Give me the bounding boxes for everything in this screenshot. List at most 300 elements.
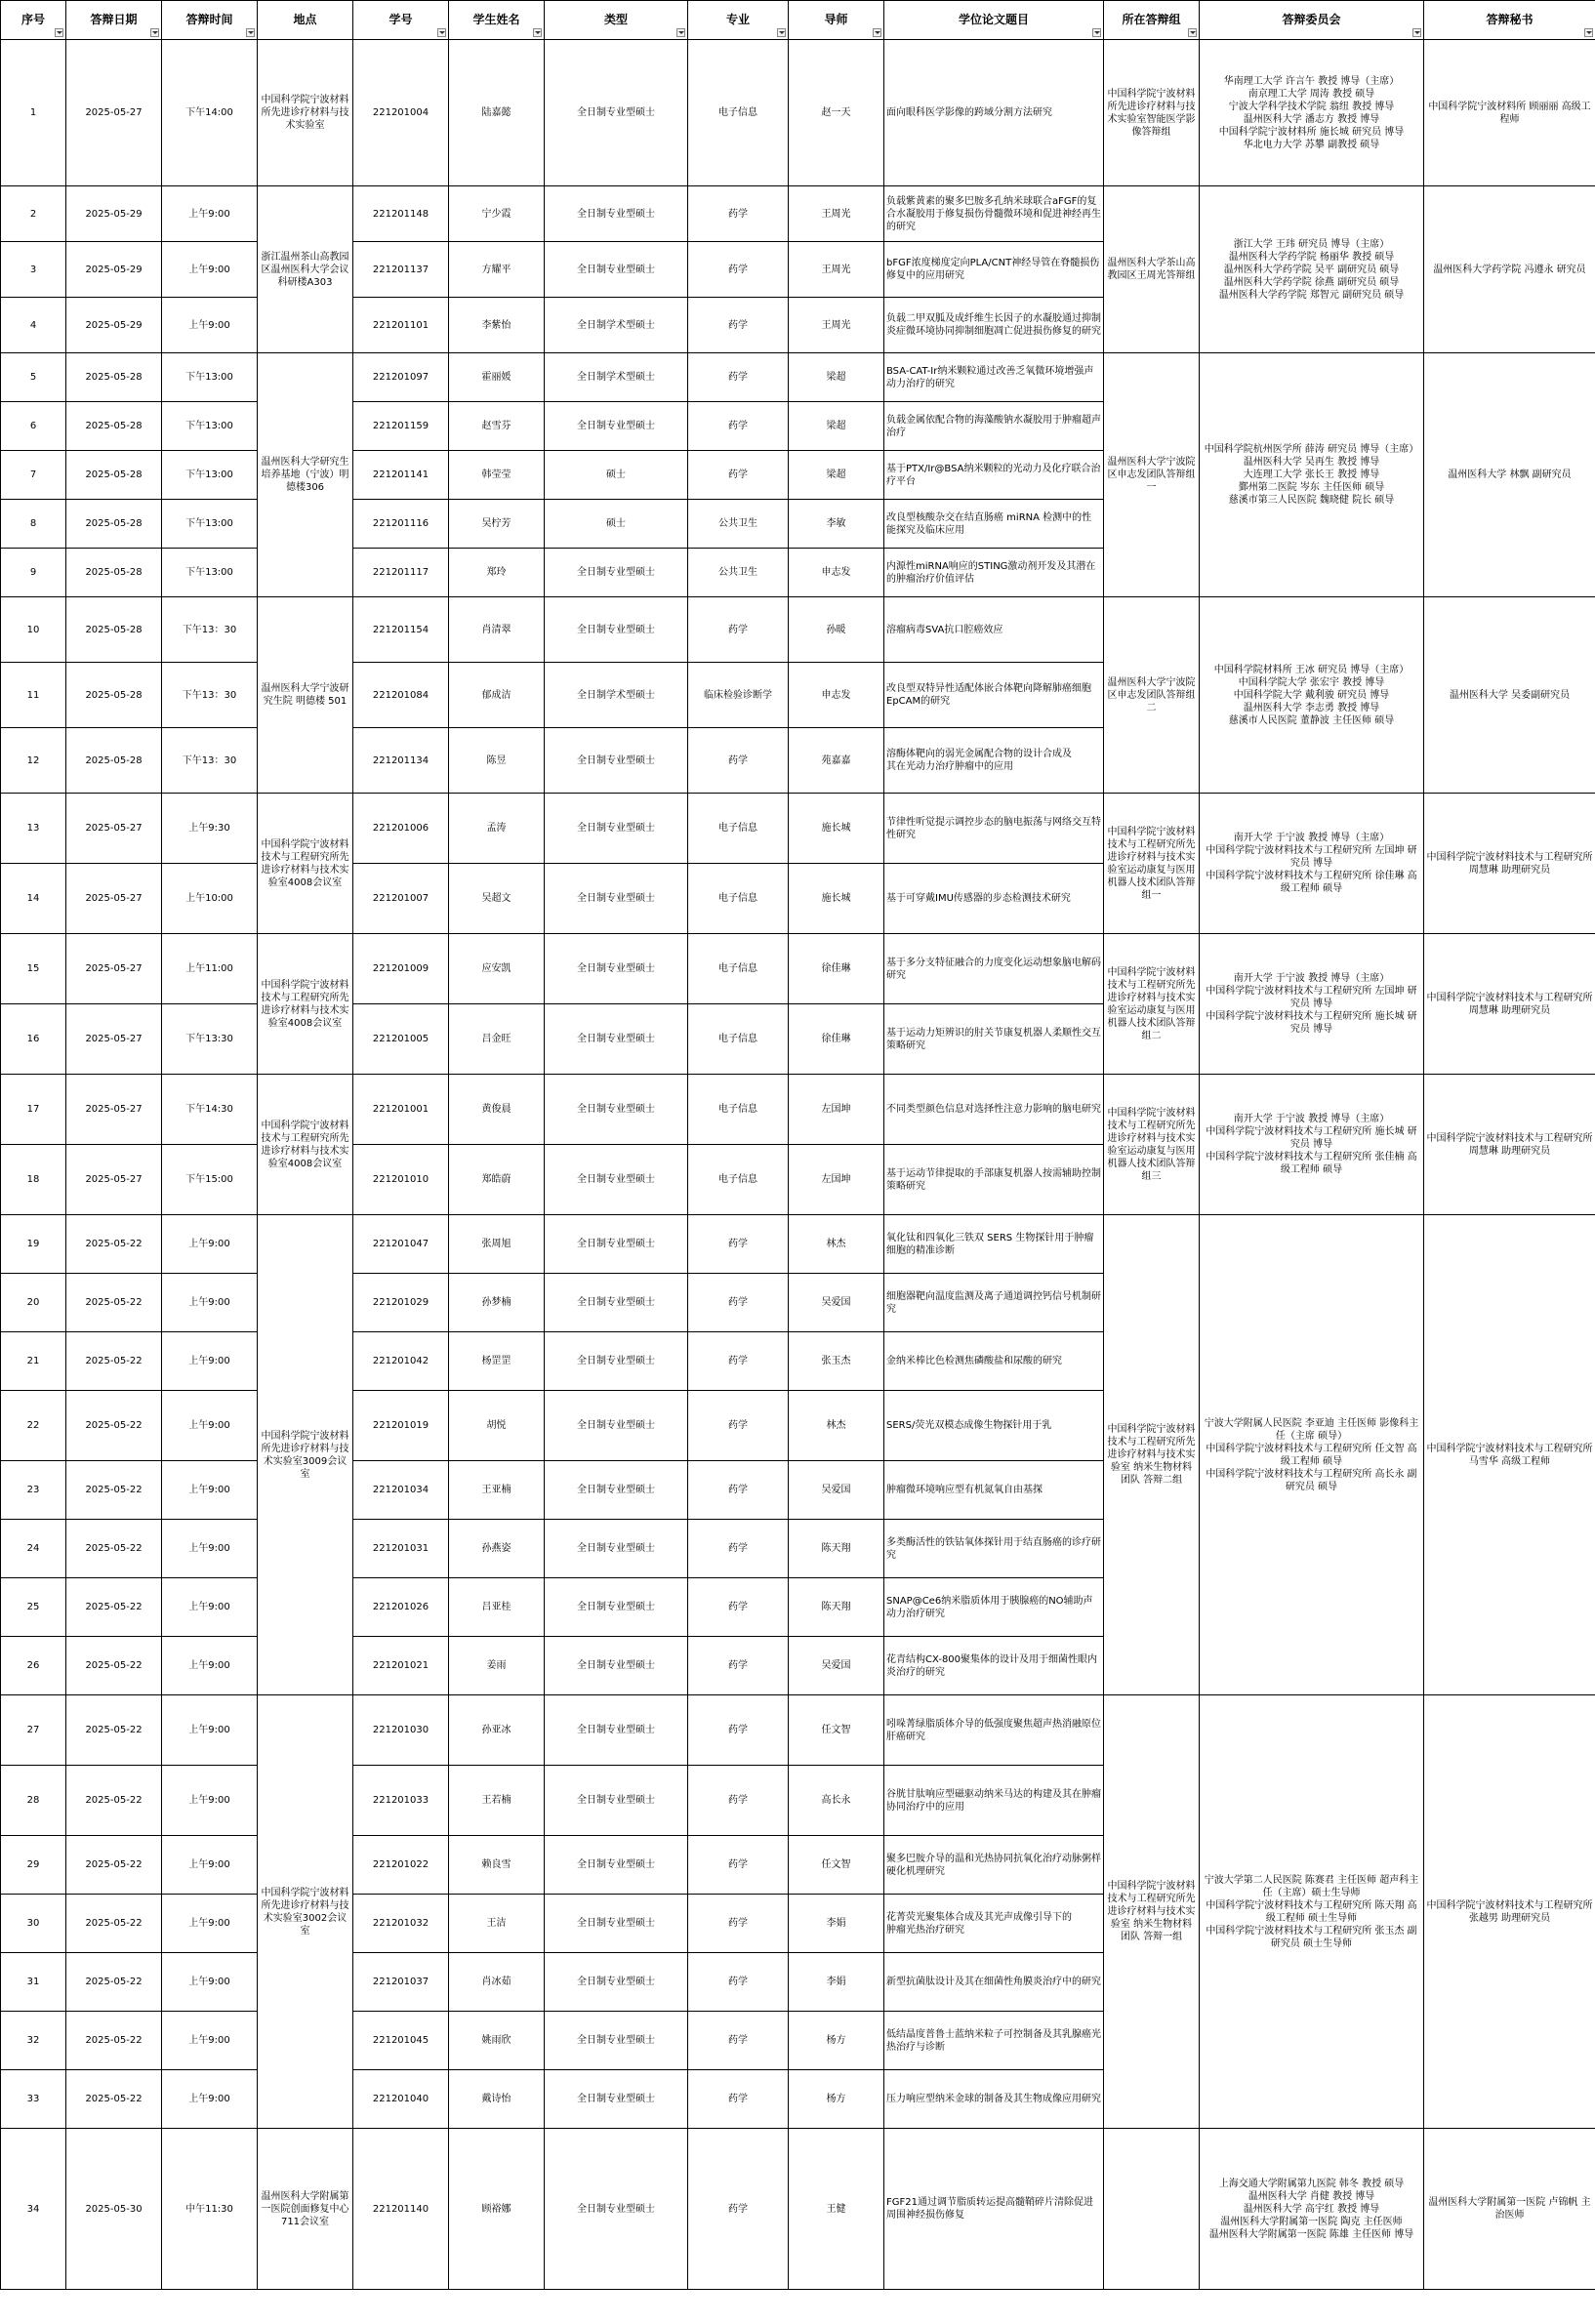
cell-major[interactable]: 电子信息	[688, 1145, 789, 1215]
cell-secretary[interactable]: 中国科学院宁波材料所 顾丽丽 高级工程师	[1424, 40, 1595, 186]
cell-advisor[interactable]: 杨方	[789, 2012, 884, 2070]
filter-dropdown-icon[interactable]	[1188, 28, 1197, 37]
cell-type[interactable]: 全日制专业型硕士	[545, 1004, 688, 1075]
cell-type[interactable]: 全日制学术型硕士	[545, 353, 688, 402]
cell-date[interactable]: 2025-05-27	[66, 1145, 162, 1215]
cell-no[interactable]: 21	[1, 1332, 66, 1391]
cell-committee[interactable]: 上海交通大学附属第九医院 韩冬 教授 硕导 温州医科大学 肖健 教授 博导 温州医科大学 高宇红 教授 博导 温州医科大学附属第一医院 陶克 主任医师 温州医科大学附属第一医院 陈雄 主任医师 博导	[1200, 2129, 1424, 2290]
cell-student-id[interactable]: 221201032	[353, 1895, 449, 1953]
cell-no[interactable]: 14	[1, 864, 66, 934]
cell-student-name[interactable]: 吕亚桂	[449, 1578, 545, 1637]
cell-major[interactable]: 药学	[688, 1895, 789, 1953]
cell-student-id[interactable]: 221201006	[353, 794, 449, 864]
header-time[interactable]: 答辩时间	[162, 1, 258, 40]
cell-type[interactable]: 全日制专业型硕士	[545, 40, 688, 186]
cell-student-name[interactable]: 顾裕娜	[449, 2129, 545, 2290]
cell-student-id[interactable]: 221201101	[353, 298, 449, 353]
cell-location[interactable]: 中国科学院宁波材料技术与工程研究所先进诊疗材料与技术实验室4008会议室	[258, 934, 353, 1075]
cell-type[interactable]: 全日制专业型硕士	[545, 1391, 688, 1461]
cell-thesis-title[interactable]: FGF21通过调节脂质转运提高髓鞘碎片清除促进周围神经损伤修复	[884, 2129, 1104, 2290]
cell-date[interactable]: 2025-05-22	[66, 2070, 162, 2129]
cell-date[interactable]: 2025-05-30	[66, 2129, 162, 2290]
cell-location[interactable]: 中国科学院宁波材料所先进诊疗材料与技术实验室	[258, 40, 353, 186]
cell-no[interactable]: 16	[1, 1004, 66, 1075]
cell-time[interactable]: 上午9:00	[162, 186, 258, 242]
cell-location[interactable]: 温州医科大学附属第一医院创面修复中心711会议室	[258, 2129, 353, 2290]
cell-time[interactable]: 上午9:30	[162, 794, 258, 864]
cell-time[interactable]: 上午9:00	[162, 242, 258, 298]
filter-dropdown-icon[interactable]	[533, 28, 542, 37]
cell-thesis-title[interactable]: 谷胱甘肽响应型磁驱动纳米马达的构建及其在肿瘤协同治疗中的应用	[884, 1766, 1104, 1836]
cell-no[interactable]: 29	[1, 1836, 66, 1895]
table-row[interactable]	[1, 186, 1595, 242]
cell-date[interactable]: 2025-05-22	[66, 1391, 162, 1461]
cell-time[interactable]: 下午13:30	[162, 1004, 258, 1075]
cell-major[interactable]: 药学	[688, 1695, 789, 1766]
cell-student-id[interactable]: 221201031	[353, 1520, 449, 1578]
cell-student-name[interactable]: 孙亚冰	[449, 1695, 545, 1766]
cell-no[interactable]: 28	[1, 1766, 66, 1836]
cell-no[interactable]: 19	[1, 1215, 66, 1274]
cell-no[interactable]: 12	[1, 728, 66, 794]
cell-defense-group[interactable]: 中国科学院宁波材料技术与工程研究所先进诊疗材料与技术实验室运动康复与医用机器人技术团队答辩组一	[1104, 794, 1200, 934]
cell-time[interactable]: 上午9:00	[162, 1578, 258, 1637]
cell-defense-group[interactable]: 温州医科大学茶山高教园区王周光答辩组	[1104, 186, 1200, 353]
header-secretary[interactable]: 答辩秘书	[1424, 1, 1595, 40]
cell-thesis-title[interactable]: 基于运动力矩辨识的肘关节康复机器人柔顺性交互策略研究	[884, 1004, 1104, 1075]
cell-thesis-title[interactable]: 细胞器靶向温度监测及离子通道调控钙信号机制研究	[884, 1274, 1104, 1332]
cell-student-name[interactable]: 孟涛	[449, 794, 545, 864]
cell-no[interactable]: 2	[1, 186, 66, 242]
cell-advisor[interactable]: 左国坤	[789, 1145, 884, 1215]
cell-student-name[interactable]: 李紫怡	[449, 298, 545, 353]
cell-student-id[interactable]: 221201033	[353, 1766, 449, 1836]
cell-time[interactable]: 上午9:00	[162, 1520, 258, 1578]
cell-type[interactable]: 全日制专业型硕士	[545, 242, 688, 298]
cell-student-id[interactable]: 221201010	[353, 1145, 449, 1215]
cell-major[interactable]: 药学	[688, 1215, 789, 1274]
cell-student-id[interactable]: 221201097	[353, 353, 449, 402]
cell-student-name[interactable]: 戴诗怡	[449, 2070, 545, 2129]
cell-student-id[interactable]: 221201116	[353, 500, 449, 549]
cell-student-name[interactable]: 陆嘉懿	[449, 40, 545, 186]
cell-type[interactable]: 全日制专业型硕士	[545, 186, 688, 242]
cell-no[interactable]: 31	[1, 1953, 66, 2012]
cell-type[interactable]: 全日制学术型硕士	[545, 663, 688, 728]
cell-major[interactable]: 电子信息	[688, 794, 789, 864]
cell-student-name[interactable]: 方耀平	[449, 242, 545, 298]
cell-no[interactable]: 9	[1, 549, 66, 597]
header-type[interactable]: 类型	[545, 1, 688, 40]
cell-student-name[interactable]: 王洁	[449, 1895, 545, 1953]
cell-date[interactable]: 2025-05-27	[66, 40, 162, 186]
cell-advisor[interactable]: 赵一天	[789, 40, 884, 186]
cell-major[interactable]: 公共卫生	[688, 549, 789, 597]
cell-no[interactable]: 11	[1, 663, 66, 728]
cell-secretary[interactable]: 温州医科大学药学院 冯遵永 研究员	[1424, 186, 1595, 353]
cell-advisor[interactable]: 陈天翔	[789, 1578, 884, 1637]
cell-secretary[interactable]: 温州医科大学 林飘 副研究员	[1424, 353, 1595, 597]
cell-type[interactable]: 全日制专业型硕士	[545, 1895, 688, 1953]
cell-type[interactable]: 全日制专业型硕士	[545, 1461, 688, 1520]
cell-time[interactable]: 下午14:30	[162, 1075, 258, 1145]
cell-time[interactable]: 上午9:00	[162, 1695, 258, 1766]
cell-committee[interactable]: 浙江大学 王玮 研究员 博导（主席） 温州医科大学药学院 杨丽华 教授 硕导 温州医科大学药学院 吴平 副研究员 硕导 温州医科大学药学院 徐燕 副研究员 硕导 温州医科大学药学院 郑智元 副研究员 硕导	[1200, 186, 1424, 353]
cell-advisor[interactable]: 梁超	[789, 402, 884, 451]
cell-time[interactable]: 中午11:30	[162, 2129, 258, 2290]
cell-committee[interactable]: 中国科学院材料所 王冰 研究员 博导（主席） 中国科学院大学 张宏宇 教授 博导 中国科学院大学 戴利骏 研究员 博导 温州医科大学 李志勇 教授 博导 慈溪市人民医院 董静波 主任医师 硕导	[1200, 597, 1424, 794]
cell-major[interactable]: 电子信息	[688, 1004, 789, 1075]
cell-thesis-title[interactable]: 面向眼科医学影像的跨域分割方法研究	[884, 40, 1104, 186]
cell-time[interactable]: 上午9:00	[162, 1766, 258, 1836]
cell-no[interactable]: 13	[1, 794, 66, 864]
cell-student-id[interactable]: 221201047	[353, 1215, 449, 1274]
cell-type[interactable]: 全日制专业型硕士	[545, 728, 688, 794]
header-major[interactable]: 专业	[688, 1, 789, 40]
cell-thesis-title[interactable]: 花青结构CX-800聚集体的设计及用于细菌性眼内炎治疗的研究	[884, 1637, 1104, 1695]
cell-defense-group[interactable]: 温州医科大学宁波院区申志发团队答辩组二	[1104, 597, 1200, 794]
cell-major[interactable]: 电子信息	[688, 1075, 789, 1145]
cell-thesis-title[interactable]: 溶瘤病毒SVA抗口腔癌效应	[884, 597, 1104, 663]
cell-major[interactable]: 药学	[688, 2129, 789, 2290]
cell-student-id[interactable]: 221201034	[353, 1461, 449, 1520]
cell-type[interactable]: 全日制专业型硕士	[545, 1953, 688, 2012]
cell-advisor[interactable]: 吴爱国	[789, 1637, 884, 1695]
filter-dropdown-icon[interactable]	[1092, 28, 1101, 37]
cell-type[interactable]: 全日制专业型硕士	[545, 1637, 688, 1695]
cell-thesis-title[interactable]: 新型抗菌肽设计及其在细菌性角膜炎治疗中的研究	[884, 1953, 1104, 2012]
cell-date[interactable]: 2025-05-28	[66, 500, 162, 549]
cell-type[interactable]: 全日制专业型硕士	[545, 1145, 688, 1215]
cell-date[interactable]: 2025-05-28	[66, 728, 162, 794]
cell-defense-group[interactable]: 中国科学院宁波材料技术与工程研究所先进诊疗材料与技术实验室 纳米生物材料团队 答辩一组	[1104, 1695, 1200, 2129]
cell-advisor[interactable]: 苑嘉嘉	[789, 728, 884, 794]
cell-advisor[interactable]: 王健	[789, 2129, 884, 2290]
filter-dropdown-icon[interactable]	[150, 28, 159, 37]
cell-major[interactable]: 药学	[688, 1578, 789, 1637]
cell-thesis-title[interactable]: 改良型核酸杂交在结直肠癌 miRNA 检测中的性能探究及临床应用	[884, 500, 1104, 549]
cell-type[interactable]: 全日制专业型硕士	[545, 1520, 688, 1578]
cell-type[interactable]: 全日制专业型硕士	[545, 402, 688, 451]
cell-date[interactable]: 2025-05-27	[66, 864, 162, 934]
cell-time[interactable]: 下午15:00	[162, 1145, 258, 1215]
cell-advisor[interactable]: 杨方	[789, 2070, 884, 2129]
table-row[interactable]	[1, 40, 1595, 186]
cell-advisor[interactable]: 李敏	[789, 500, 884, 549]
header-thesis-title[interactable]: 学位论文题目	[884, 1, 1104, 40]
cell-student-name[interactable]: 孙燕姿	[449, 1520, 545, 1578]
cell-no[interactable]: 4	[1, 298, 66, 353]
cell-time[interactable]: 上午9:00	[162, 1391, 258, 1461]
cell-defense-group[interactable]: 中国科学院宁波材料所先进诊疗材料与技术实验室智能医学影像答辩组	[1104, 40, 1200, 186]
cell-thesis-title[interactable]: 改良型双特异性适配体嵌合体靶向降解肺癌细胞EpCAM的研究	[884, 663, 1104, 728]
cell-advisor[interactable]: 任文智	[789, 1695, 884, 1766]
cell-thesis-title[interactable]: 节律性听觉提示调控步态的脑电振荡与网络交互特性研究	[884, 794, 1104, 864]
table-row[interactable]	[1, 794, 1595, 864]
cell-student-name[interactable]: 王若楠	[449, 1766, 545, 1836]
cell-student-name[interactable]: 肖清翠	[449, 597, 545, 663]
cell-student-name[interactable]: 黄俊晨	[449, 1075, 545, 1145]
table-row[interactable]	[1, 934, 1595, 1004]
cell-major[interactable]: 药学	[688, 1836, 789, 1895]
cell-thesis-title[interactable]: 基于多分支特征融合的力度变化运动想象脑电解码研究	[884, 934, 1104, 1004]
cell-no[interactable]: 3	[1, 242, 66, 298]
cell-thesis-title[interactable]: 花菁荧光聚集体合成及其光声成像引导下的 肿瘤光热治疗研究	[884, 1895, 1104, 1953]
cell-no[interactable]: 30	[1, 1895, 66, 1953]
cell-student-id[interactable]: 221201007	[353, 864, 449, 934]
cell-time[interactable]: 下午13:00	[162, 549, 258, 597]
cell-committee[interactable]: 宁波大学第二人民医院 陈赛君 主任医师 超声科主任（主席）硕士生导师 中国科学院宁波材料技术与工程研究所 陈天翔 高级工程师 硕士生导师 中国科学院宁波材料技术与工程研究所 张玉杰 副研究员 硕士生导师	[1200, 1695, 1424, 2129]
cell-student-id[interactable]: 221201001	[353, 1075, 449, 1145]
cell-thesis-title[interactable]: 多类酶活性的铁钴氧体探针用于结直肠癌的诊疗研究	[884, 1520, 1104, 1578]
cell-advisor[interactable]: 王周光	[789, 298, 884, 353]
cell-location[interactable]: 中国科学院宁波材料技术与工程研究所先进诊疗材料与技术实验室4008会议室	[258, 1075, 353, 1215]
cell-type[interactable]: 全日制专业型硕士	[545, 1274, 688, 1332]
cell-no[interactable]: 24	[1, 1520, 66, 1578]
cell-time[interactable]: 下午14:00	[162, 40, 258, 186]
cell-student-name[interactable]: 杨罡罡	[449, 1332, 545, 1391]
header-student-id[interactable]: 学号	[353, 1, 449, 40]
cell-major[interactable]: 药学	[688, 353, 789, 402]
cell-type[interactable]: 全日制专业型硕士	[545, 1695, 688, 1766]
cell-date[interactable]: 2025-05-22	[66, 1461, 162, 1520]
cell-no[interactable]: 20	[1, 1274, 66, 1332]
cell-type[interactable]: 全日制专业型硕士	[545, 2129, 688, 2290]
cell-student-name[interactable]: 赖良雪	[449, 1836, 545, 1895]
cell-advisor[interactable]: 孙暖	[789, 597, 884, 663]
filter-dropdown-icon[interactable]	[676, 28, 685, 37]
cell-date[interactable]: 2025-05-22	[66, 1695, 162, 1766]
cell-thesis-title[interactable]: SNAP@Ce6纳米脂质体用于胰腺癌的NO辅助声动力治疗研究	[884, 1578, 1104, 1637]
cell-no[interactable]: 1	[1, 40, 66, 186]
cell-committee[interactable]: 宁波大学附属人民医院 李亚迪 主任医师 影像科主任（主席 硕导） 中国科学院宁波材料技术与工程研究所 任文智 高级工程师 硕导 中国科学院宁波材料技术与工程研究所 高长永 副研究员 硕导	[1200, 1215, 1424, 1695]
cell-no[interactable]: 32	[1, 2012, 66, 2070]
cell-no[interactable]: 27	[1, 1695, 66, 1766]
cell-student-id[interactable]: 221201117	[353, 549, 449, 597]
cell-thesis-title[interactable]: bFGF浓度梯度定向PLA/CNT神经导管在脊髓损伤修复中的应用研究	[884, 242, 1104, 298]
cell-type[interactable]: 全日制专业型硕士	[545, 549, 688, 597]
cell-advisor[interactable]: 王周光	[789, 242, 884, 298]
cell-advisor[interactable]: 吴爱国	[789, 1461, 884, 1520]
cell-no[interactable]: 33	[1, 2070, 66, 2129]
cell-type[interactable]: 全日制专业型硕士	[545, 1075, 688, 1145]
cell-location[interactable]: 温州医科大学研究生培养基地（宁波）明德楼306	[258, 353, 353, 597]
header-student-name[interactable]: 学生姓名	[449, 1, 545, 40]
cell-student-id[interactable]: 221201134	[353, 728, 449, 794]
cell-time[interactable]: 上午9:00	[162, 1215, 258, 1274]
cell-student-id[interactable]: 221201042	[353, 1332, 449, 1391]
cell-thesis-title[interactable]: 不同类型颜色信息对选择性注意力影响的脑电研究	[884, 1075, 1104, 1145]
cell-time[interactable]: 上午9:00	[162, 2012, 258, 2070]
cell-advisor[interactable]: 任文智	[789, 1836, 884, 1895]
cell-major[interactable]: 药学	[688, 1766, 789, 1836]
cell-student-name[interactable]: 郁成洁	[449, 663, 545, 728]
cell-advisor[interactable]: 徐佳琳	[789, 1004, 884, 1075]
cell-date[interactable]: 2025-05-22	[66, 1274, 162, 1332]
filter-dropdown-icon[interactable]	[1412, 28, 1421, 37]
cell-type[interactable]: 全日制专业型硕士	[545, 934, 688, 1004]
cell-no[interactable]: 23	[1, 1461, 66, 1520]
cell-defense-group[interactable]: 中国科学院宁波材料技术与工程研究所先进诊疗材料与技术实验室 纳米生物材料团队 答辩二组	[1104, 1215, 1200, 1695]
table-row[interactable]	[1, 1075, 1595, 1145]
cell-thesis-title[interactable]: 肿瘤微环境响应型有机氮氧自由基探	[884, 1461, 1104, 1520]
cell-time[interactable]: 上午9:00	[162, 1637, 258, 1695]
cell-student-id[interactable]: 221201005	[353, 1004, 449, 1075]
cell-secretary[interactable]: 中国科学院宁波材料技术与工程研究所 马雪华 高级工程师	[1424, 1215, 1595, 1695]
header-date[interactable]: 答辩日期	[66, 1, 162, 40]
cell-student-name[interactable]: 宁少霞	[449, 186, 545, 242]
cell-time[interactable]: 下午13：30	[162, 728, 258, 794]
cell-defense-group[interactable]: 中国科学院宁波材料技术与工程研究所先进诊疗材料与技术实验室运动康复与医用机器人技术团队答辩组三	[1104, 1075, 1200, 1215]
header-defense-group[interactable]: 所在答辩组	[1104, 1, 1200, 40]
cell-thesis-title[interactable]: 负载紫黄素的聚多巴胺多孔纳米球联合aFGF的复合水凝胶用于修复损伤骨髓微环境和促进神经再生的研究	[884, 186, 1104, 242]
cell-student-id[interactable]: 221201159	[353, 402, 449, 451]
cell-date[interactable]: 2025-05-22	[66, 1215, 162, 1274]
cell-student-name[interactable]: 韩莹莹	[449, 451, 545, 500]
cell-type[interactable]: 全日制专业型硕士	[545, 864, 688, 934]
cell-time[interactable]: 上午9:00	[162, 1895, 258, 1953]
cell-major[interactable]: 电子信息	[688, 934, 789, 1004]
cell-thesis-title[interactable]: 溶酶体靶向的弱光金属配合物的设计合成及 其在光动力治疗肿瘤中的应用	[884, 728, 1104, 794]
filter-dropdown-icon[interactable]	[437, 28, 446, 37]
cell-date[interactable]: 2025-05-28	[66, 451, 162, 500]
cell-advisor[interactable]: 申志发	[789, 549, 884, 597]
cell-time[interactable]: 上午10:00	[162, 864, 258, 934]
cell-thesis-title[interactable]: SERS/荧光双模态成像生物探针用于乳	[884, 1391, 1104, 1461]
cell-advisor[interactable]: 吴爱国	[789, 1274, 884, 1332]
cell-student-name[interactable]: 陈昱	[449, 728, 545, 794]
cell-advisor[interactable]: 施长城	[789, 864, 884, 934]
cell-defense-group[interactable]: 温州医科大学宁波院区申志发团队答辩组一	[1104, 353, 1200, 597]
cell-advisor[interactable]: 陈天翔	[789, 1520, 884, 1578]
cell-advisor[interactable]: 李娟	[789, 1953, 884, 2012]
cell-major[interactable]: 药学	[688, 2012, 789, 2070]
cell-secretary[interactable]: 温州医科大学 吴委副研究员	[1424, 597, 1595, 794]
cell-date[interactable]: 2025-05-22	[66, 2012, 162, 2070]
cell-no[interactable]: 17	[1, 1075, 66, 1145]
cell-type[interactable]: 硕士	[545, 500, 688, 549]
cell-major[interactable]: 药学	[688, 1637, 789, 1695]
cell-thesis-title[interactable]: 金纳米棒比色检测焦磷酸盐和尿酸的研究	[884, 1332, 1104, 1391]
cell-thesis-title[interactable]: 基于运动节律提取的手部康复机器人按需辅助控制策略研究	[884, 1145, 1104, 1215]
cell-major[interactable]: 药学	[688, 1274, 789, 1332]
cell-student-id[interactable]: 221201022	[353, 1836, 449, 1895]
cell-type[interactable]: 硕士	[545, 451, 688, 500]
cell-secretary[interactable]: 中国科学院宁波材料技术与工程研究所 周慧琳 助理研究员	[1424, 934, 1595, 1075]
cell-time[interactable]: 上午9:00	[162, 1836, 258, 1895]
cell-no[interactable]: 8	[1, 500, 66, 549]
cell-date[interactable]: 2025-05-29	[66, 298, 162, 353]
cell-no[interactable]: 26	[1, 1637, 66, 1695]
cell-student-id[interactable]: 221201084	[353, 663, 449, 728]
cell-date[interactable]: 2025-05-22	[66, 1895, 162, 1953]
cell-major[interactable]: 药学	[688, 1391, 789, 1461]
table-row[interactable]	[1, 1695, 1595, 1766]
filter-dropdown-icon[interactable]	[777, 28, 786, 37]
cell-student-name[interactable]: 孙梦楠	[449, 1274, 545, 1332]
cell-student-name[interactable]: 胡悦	[449, 1391, 545, 1461]
cell-no[interactable]: 15	[1, 934, 66, 1004]
cell-secretary[interactable]: 温州医科大学附属第一医院 卢锦帆 主治医师	[1424, 2129, 1595, 2290]
cell-student-name[interactable]: 姚雨欣	[449, 2012, 545, 2070]
cell-no[interactable]: 25	[1, 1578, 66, 1637]
cell-major[interactable]: 药学	[688, 451, 789, 500]
header-no[interactable]: 序号	[1, 1, 66, 40]
cell-advisor[interactable]: 李娟	[789, 1895, 884, 1953]
cell-no[interactable]: 18	[1, 1145, 66, 1215]
cell-date[interactable]: 2025-05-28	[66, 597, 162, 663]
cell-student-id[interactable]: 221201141	[353, 451, 449, 500]
cell-no[interactable]: 22	[1, 1391, 66, 1461]
cell-student-name[interactable]: 姜雨	[449, 1637, 545, 1695]
cell-thesis-title[interactable]: 基于可穿戴IMU传感器的步态检测技术研究	[884, 864, 1104, 934]
cell-major[interactable]: 药学	[688, 728, 789, 794]
cell-student-id[interactable]: 221201019	[353, 1391, 449, 1461]
cell-secretary[interactable]: 中国科学院宁波材料技术与工程研究所 周慧琳 助理研究员	[1424, 794, 1595, 934]
cell-major[interactable]: 药学	[688, 2070, 789, 2129]
table-row[interactable]	[1, 1215, 1595, 1274]
filter-dropdown-icon[interactable]	[55, 28, 63, 37]
cell-student-name[interactable]: 肖冰茹	[449, 1953, 545, 2012]
cell-date[interactable]: 2025-05-29	[66, 242, 162, 298]
cell-type[interactable]: 全日制专业型硕士	[545, 1215, 688, 1274]
cell-date[interactable]: 2025-05-22	[66, 1332, 162, 1391]
cell-date[interactable]: 2025-05-27	[66, 934, 162, 1004]
cell-major[interactable]: 电子信息	[688, 864, 789, 934]
cell-no[interactable]: 7	[1, 451, 66, 500]
cell-time[interactable]: 上午9:00	[162, 1332, 258, 1391]
cell-major[interactable]: 药学	[688, 1332, 789, 1391]
cell-type[interactable]: 全日制专业型硕士	[545, 1836, 688, 1895]
cell-committee[interactable]: 南开大学 于宁波 教授 博导（主席） 中国科学院宁波材料技术与工程研究所 施长城 研究员 博导 中国科学院宁波材料技术与工程研究所 张佳楠 高级工程师 硕导	[1200, 1075, 1424, 1215]
cell-student-id[interactable]: 221201029	[353, 1274, 449, 1332]
cell-major[interactable]: 药学	[688, 402, 789, 451]
cell-time[interactable]: 上午9:00	[162, 1274, 258, 1332]
cell-no[interactable]: 10	[1, 597, 66, 663]
cell-thesis-title[interactable]: 内源性miRNA响应的STING激动剂开发及其潜在的肿瘤治疗价值评估	[884, 549, 1104, 597]
cell-secretary[interactable]: 中国科学院宁波材料技术与工程研究所 周慧琳 助理研究员	[1424, 1075, 1595, 1215]
cell-time[interactable]: 下午13:00	[162, 451, 258, 500]
cell-date[interactable]: 2025-05-29	[66, 186, 162, 242]
cell-committee[interactable]: 南开大学 于宁波 教授 博导（主席） 中国科学院宁波材料技术与工程研究所 左国坤 研究员 博导 中国科学院宁波材料技术与工程研究所 徐佳琳 高级工程师 硕导	[1200, 794, 1424, 934]
cell-student-name[interactable]: 吴柠芳	[449, 500, 545, 549]
cell-date[interactable]: 2025-05-22	[66, 1953, 162, 2012]
cell-major[interactable]: 药学	[688, 597, 789, 663]
cell-date[interactable]: 2025-05-27	[66, 1075, 162, 1145]
cell-location[interactable]: 中国科学院宁波材料所先进诊疗材料与技术实验室3009会议室	[258, 1215, 353, 1695]
cell-major[interactable]: 临床检验诊断学	[688, 663, 789, 728]
cell-date[interactable]: 2025-05-28	[66, 663, 162, 728]
cell-type[interactable]: 全日制专业型硕士	[545, 2070, 688, 2129]
cell-major[interactable]: 公共卫生	[688, 500, 789, 549]
cell-date[interactable]: 2025-05-22	[66, 1836, 162, 1895]
cell-student-id[interactable]: 221201154	[353, 597, 449, 663]
cell-advisor[interactable]: 申志发	[789, 663, 884, 728]
cell-student-id[interactable]: 221201148	[353, 186, 449, 242]
cell-advisor[interactable]: 徐佳琳	[789, 934, 884, 1004]
cell-defense-group[interactable]: 中国科学院宁波材料技术与工程研究所先进诊疗材料与技术实验室运动康复与医用机器人技术团队答辩组二	[1104, 934, 1200, 1075]
cell-time[interactable]: 下午13:00	[162, 500, 258, 549]
cell-major[interactable]: 药学	[688, 1953, 789, 2012]
cell-location[interactable]: 中国科学院宁波材料技术与工程研究所先进诊疗材料与技术实验室4008会议室	[258, 794, 353, 934]
cell-advisor[interactable]: 张玉杰	[789, 1332, 884, 1391]
cell-thesis-title[interactable]: 负载二甲双胍及成纤维生长因子的水凝胶通过抑制炎症微环境协同抑制细胞凋亡促进损伤修复的研究	[884, 298, 1104, 353]
cell-student-name[interactable]: 吴超文	[449, 864, 545, 934]
cell-committee[interactable]: 中国科学院杭州医学所 薛涛 研究员 博导（主席） 温州医科大学 吴再生 教授 博导 大连理工大学 张长王 教授 博导 鄞州第二医院 岑东 主任医师 硕导 慈溪市第三人民医院 魏晓健 院长 硕导	[1200, 353, 1424, 597]
cell-time[interactable]: 下午13:00	[162, 353, 258, 402]
cell-major[interactable]: 药学	[688, 242, 789, 298]
cell-time[interactable]: 下午13：30	[162, 663, 258, 728]
